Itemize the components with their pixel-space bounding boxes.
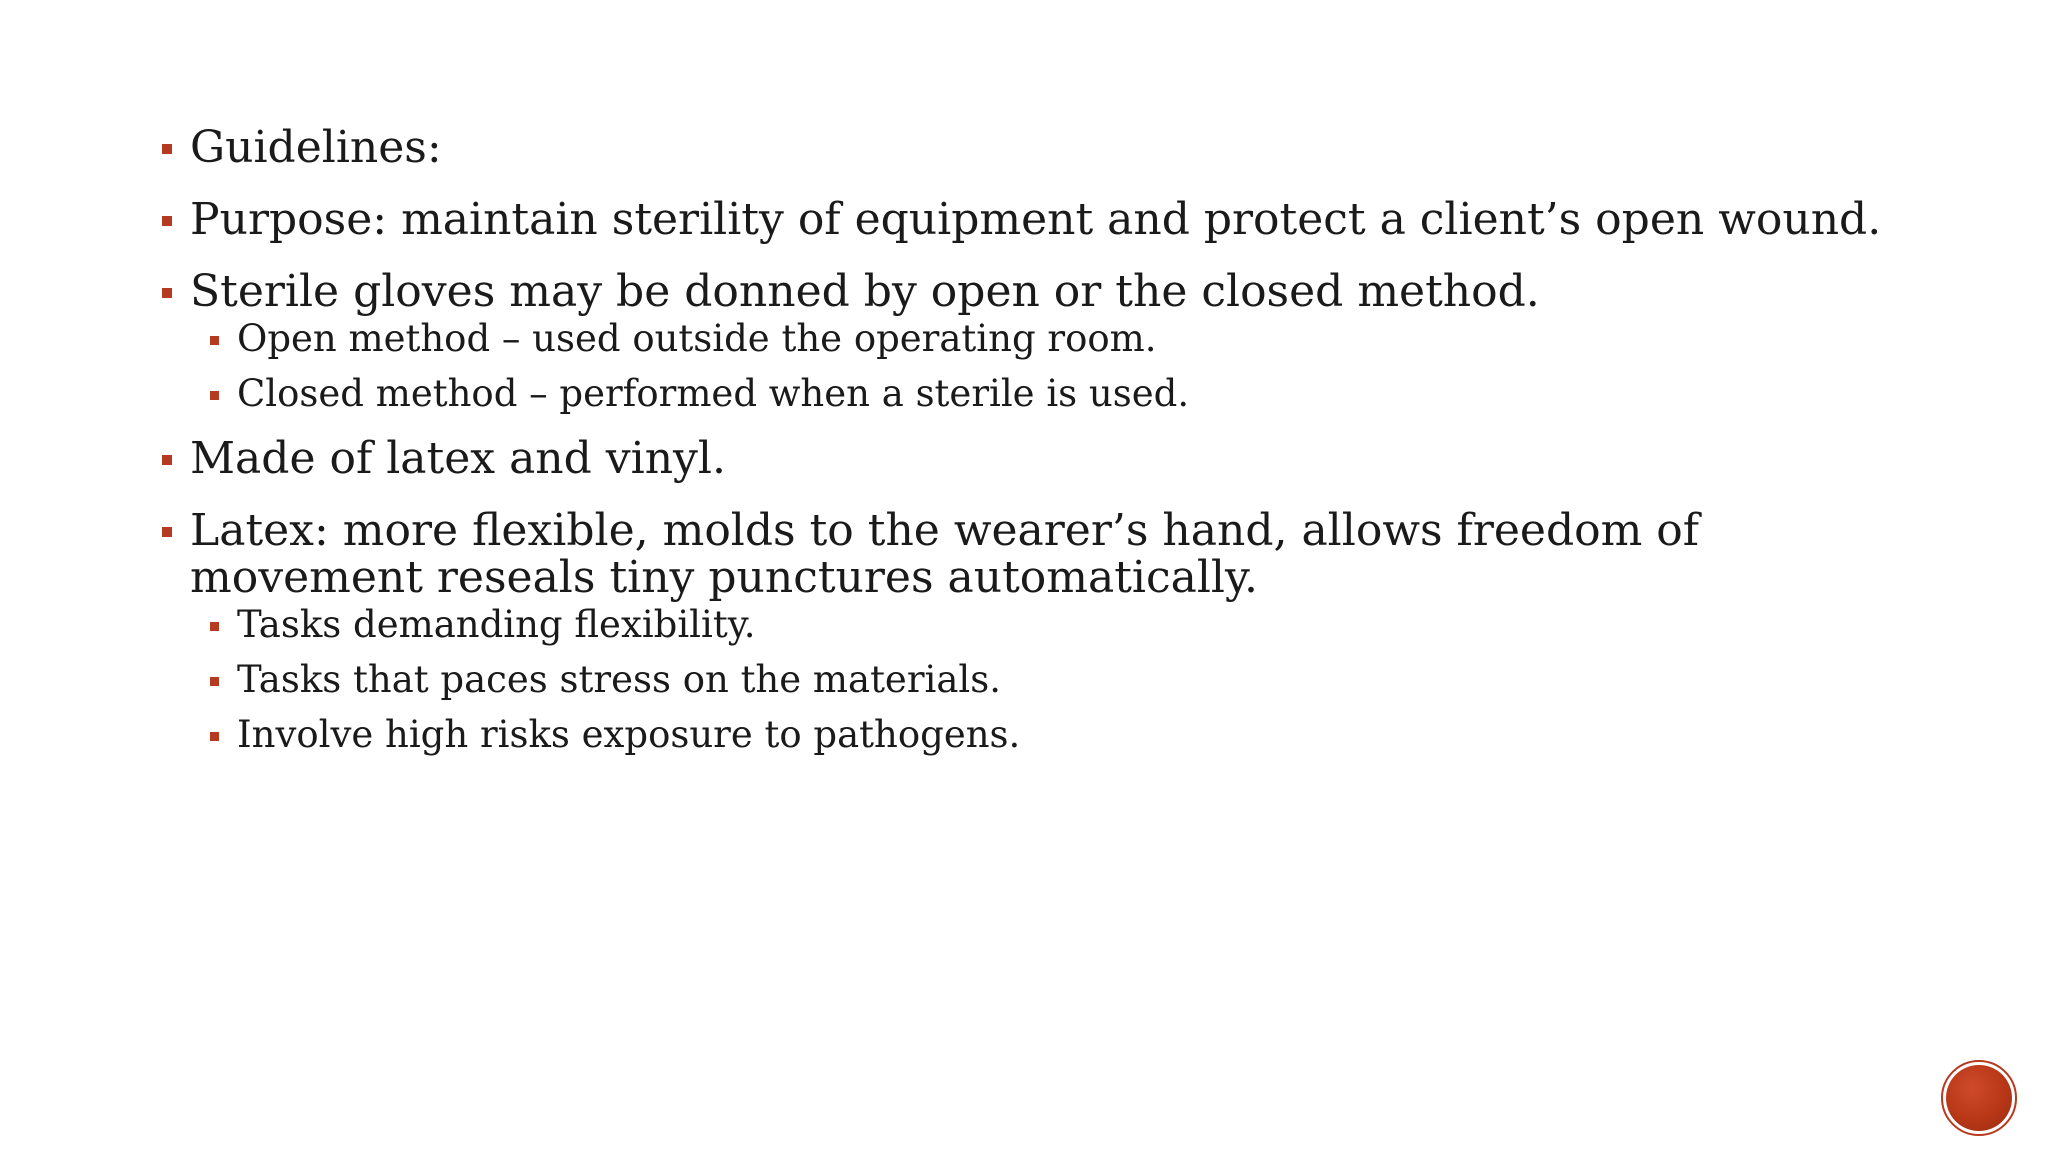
sub-bullet-item [155, 660, 1915, 700]
sub-bullet-text: Tasks that paces stress on the materials. [237, 658, 1001, 701]
square-bullet-icon [210, 391, 219, 400]
square-bullet-icon [210, 336, 219, 345]
sub-bullet-item [155, 319, 1915, 359]
bullet-item [155, 507, 1915, 601]
sub-bullet-text: Tasks demanding flexibility. [237, 603, 756, 646]
sub-bullet-item [155, 605, 1915, 645]
square-bullet-icon [162, 144, 172, 154]
bullet-list [155, 124, 1915, 776]
bullet-item [155, 268, 1915, 315]
bullet-text: Purpose: maintain sterility of equipment and protect a client’s open wound. [190, 194, 1882, 245]
square-bullet-icon [210, 732, 219, 741]
bullet-text: Latex: more flexible, molds to the wearer’s hand, allows freedom of movement reseals tiny punctures automatically. [190, 505, 1700, 603]
sub-bullet-item [155, 715, 1915, 755]
sub-bullet-text: Involve high risks exposure to pathogens. [237, 713, 1021, 756]
slide-circle-fill [1946, 1065, 2012, 1131]
square-bullet-icon [162, 455, 172, 465]
slide-circle-icon [1941, 1060, 2017, 1136]
sub-bullet-item [155, 374, 1915, 414]
sub-bullet-text: Open method – used outside the operating room. [237, 317, 1157, 360]
square-bullet-icon [210, 622, 219, 631]
square-bullet-icon [162, 288, 172, 298]
bullet-text: Guidelines: [190, 122, 442, 173]
sub-bullet-text: Closed method – performed when a sterile is used. [237, 372, 1190, 415]
bullet-text: Sterile gloves may be donned by open or the closed method. [190, 266, 1540, 317]
sub-bullet-list [155, 319, 1915, 414]
bullet-item [155, 435, 1915, 482]
bullet-item [155, 124, 1915, 171]
square-bullet-icon [162, 216, 172, 226]
square-bullet-icon [162, 527, 172, 537]
bullet-text: Made of latex and vinyl. [190, 433, 726, 484]
bullet-item [155, 196, 1915, 243]
sub-bullet-list [155, 605, 1915, 755]
square-bullet-icon [210, 677, 219, 686]
